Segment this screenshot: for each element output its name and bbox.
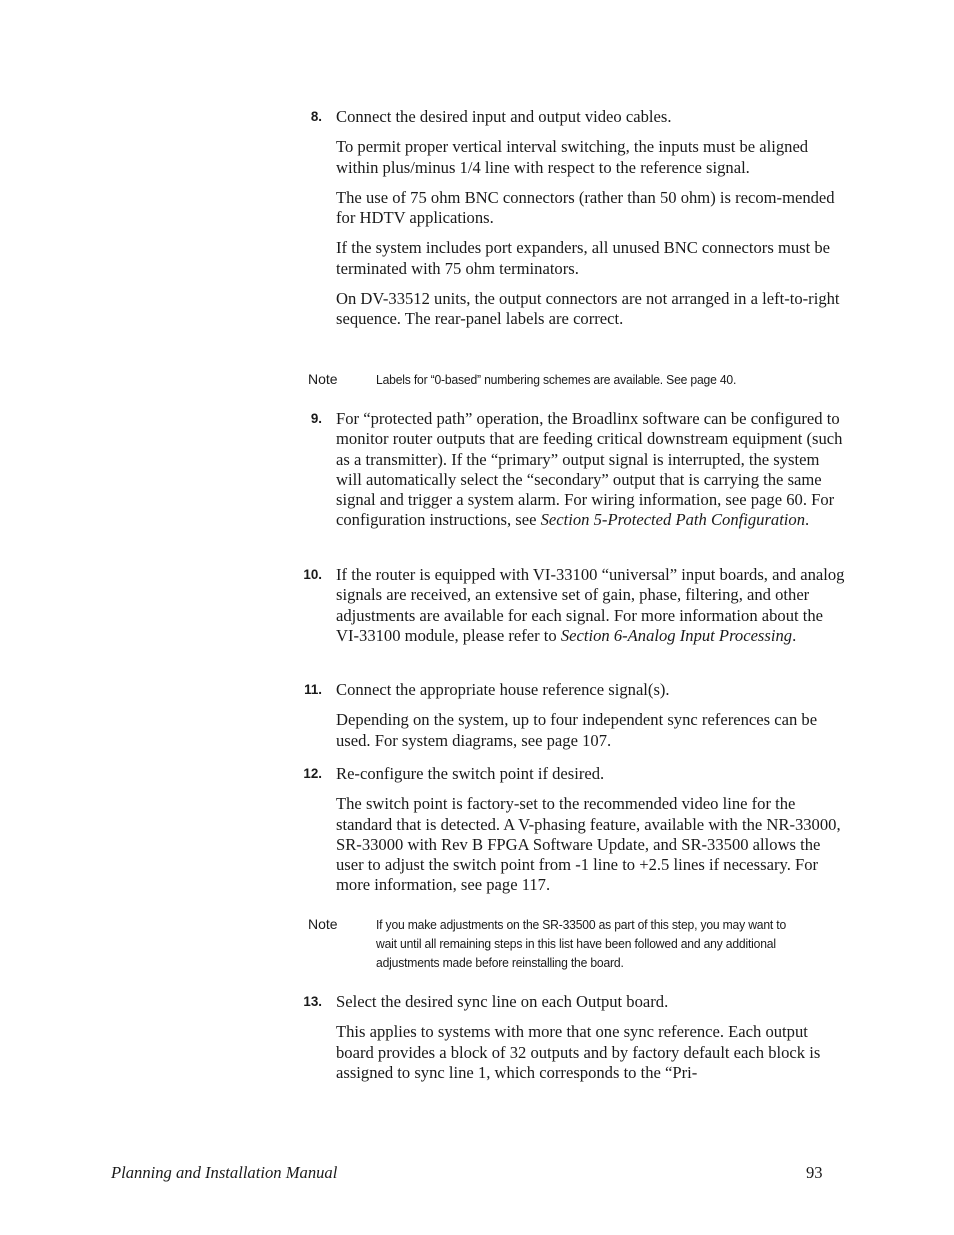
note-text: If you make adjustments on the SR-33500 as part of this step, you may want to wait until all remaining steps in this list have been followed and any additional adjustments made before reinstalling the board. bbox=[376, 917, 787, 970]
step-8 bbox=[310, 107, 848, 340]
note-text bbox=[376, 370, 808, 389]
step-text: The switch point is factory-set to the recommended video line for the standard that is detected. A V-phasing feature, available with the NR-33000, SR-33000 with Rev B FPGA Software Update, and SR-33500 allows the user to adjust the switch point from -1 line to +2.5 lines if necessary. For more information, see bbox=[336, 794, 841, 895]
step-text: For “protected path” operation, the Broadlinx software can be configured to monitor router outputs that are feeding critical downstream equipment (such as a transmitter). If the “primary” output signal is interrupted, the system will automatically select the “secondary” output that is carrying the same signal and trigger a system alarm. For wiring information, see bbox=[336, 409, 843, 510]
step-number: 9. bbox=[310, 411, 322, 426]
note-label: Note bbox=[308, 371, 338, 387]
page-link[interactable]: page 117 bbox=[486, 875, 546, 895]
step-text: . bbox=[545, 875, 551, 895]
step-lead: Re-configure the switch point if desired. bbox=[336, 764, 605, 783]
step-number: 8. bbox=[310, 109, 322, 124]
step-10 bbox=[303, 565, 848, 656]
note-block bbox=[308, 370, 848, 389]
step-text: . bbox=[792, 625, 797, 645]
section-link[interactable]: Section 6-Analog Input Processing bbox=[560, 625, 793, 645]
page-link[interactable]: page 107 bbox=[546, 730, 607, 750]
step-paragraph: This applies to systems with more that one sync reference. Each output board provides a block of 32 outputs and by factory default each block is assigned to sync line 1, which corresponds to the “Pri- bbox=[336, 1022, 821, 1082]
step-paragraph: On DV-33512 units, the output connectors are not arranged in a left-to-right sequence. The rear-panel labels are correct. bbox=[336, 289, 840, 329]
step-paragraph bbox=[336, 565, 848, 646]
step-paragraph: The use of 75 ohm BNC connectors (rather than 50 ohm) is recom-mended for HDTV applications. bbox=[336, 187, 835, 228]
step-text: If the router is equipped with VI-33100 “universal” input boards, and analog signals are received, an extensive set of gain, phase, filtering, and other adjustments are available for each signal. For more information about the VI-33100 module, please refer to bbox=[336, 565, 845, 645]
step-paragraph: To permit proper vertical interval switching, the inputs must be aligned within plus/minus 1/4 line with respect to the reference signal. bbox=[336, 137, 809, 177]
step-paragraph bbox=[336, 710, 848, 751]
page-number: 93 bbox=[806, 1163, 823, 1182]
step-paragraph bbox=[336, 794, 848, 895]
step-9 bbox=[310, 409, 848, 541]
step-11 bbox=[304, 680, 848, 761]
step-lead: Connect the desired input and output video cables. bbox=[336, 107, 672, 126]
footer-title: Planning and Installation Manual bbox=[111, 1163, 338, 1182]
step-text: . For configuration instructions, see bbox=[336, 490, 835, 530]
page-link[interactable]: page 40 bbox=[690, 372, 733, 387]
step-12 bbox=[303, 764, 848, 906]
step-lead: Select the desired sync line on each Output board. bbox=[336, 992, 669, 1011]
step-number: 10. bbox=[303, 567, 322, 582]
step-number: 12. bbox=[303, 766, 322, 781]
step-number: 11. bbox=[304, 682, 322, 697]
note-block bbox=[308, 915, 848, 972]
step-paragraph: If the system includes port expanders, all unused BNC connectors must be terminated with 75 ohm terminators. bbox=[336, 238, 831, 278]
step-13 bbox=[303, 992, 848, 1093]
step-number: 13. bbox=[303, 994, 322, 1009]
note-label: Note bbox=[308, 916, 338, 932]
step-paragraph bbox=[336, 409, 848, 531]
note-text-end: . bbox=[732, 372, 737, 387]
page-link[interactable]: page 60 bbox=[750, 490, 803, 510]
note-text-body: Labels for “0-based” numbering schemes are available. See bbox=[376, 372, 691, 387]
step-lead: Connect the appropriate house reference signal(s). bbox=[336, 680, 670, 699]
step-text: . bbox=[805, 510, 810, 530]
step-text: . bbox=[607, 730, 612, 750]
step-text: Depending on the system, up to four independent sync references can be used. For system diagrams, see bbox=[336, 710, 818, 750]
section-link[interactable]: Section 5-Protected Path Configuration bbox=[540, 510, 806, 530]
